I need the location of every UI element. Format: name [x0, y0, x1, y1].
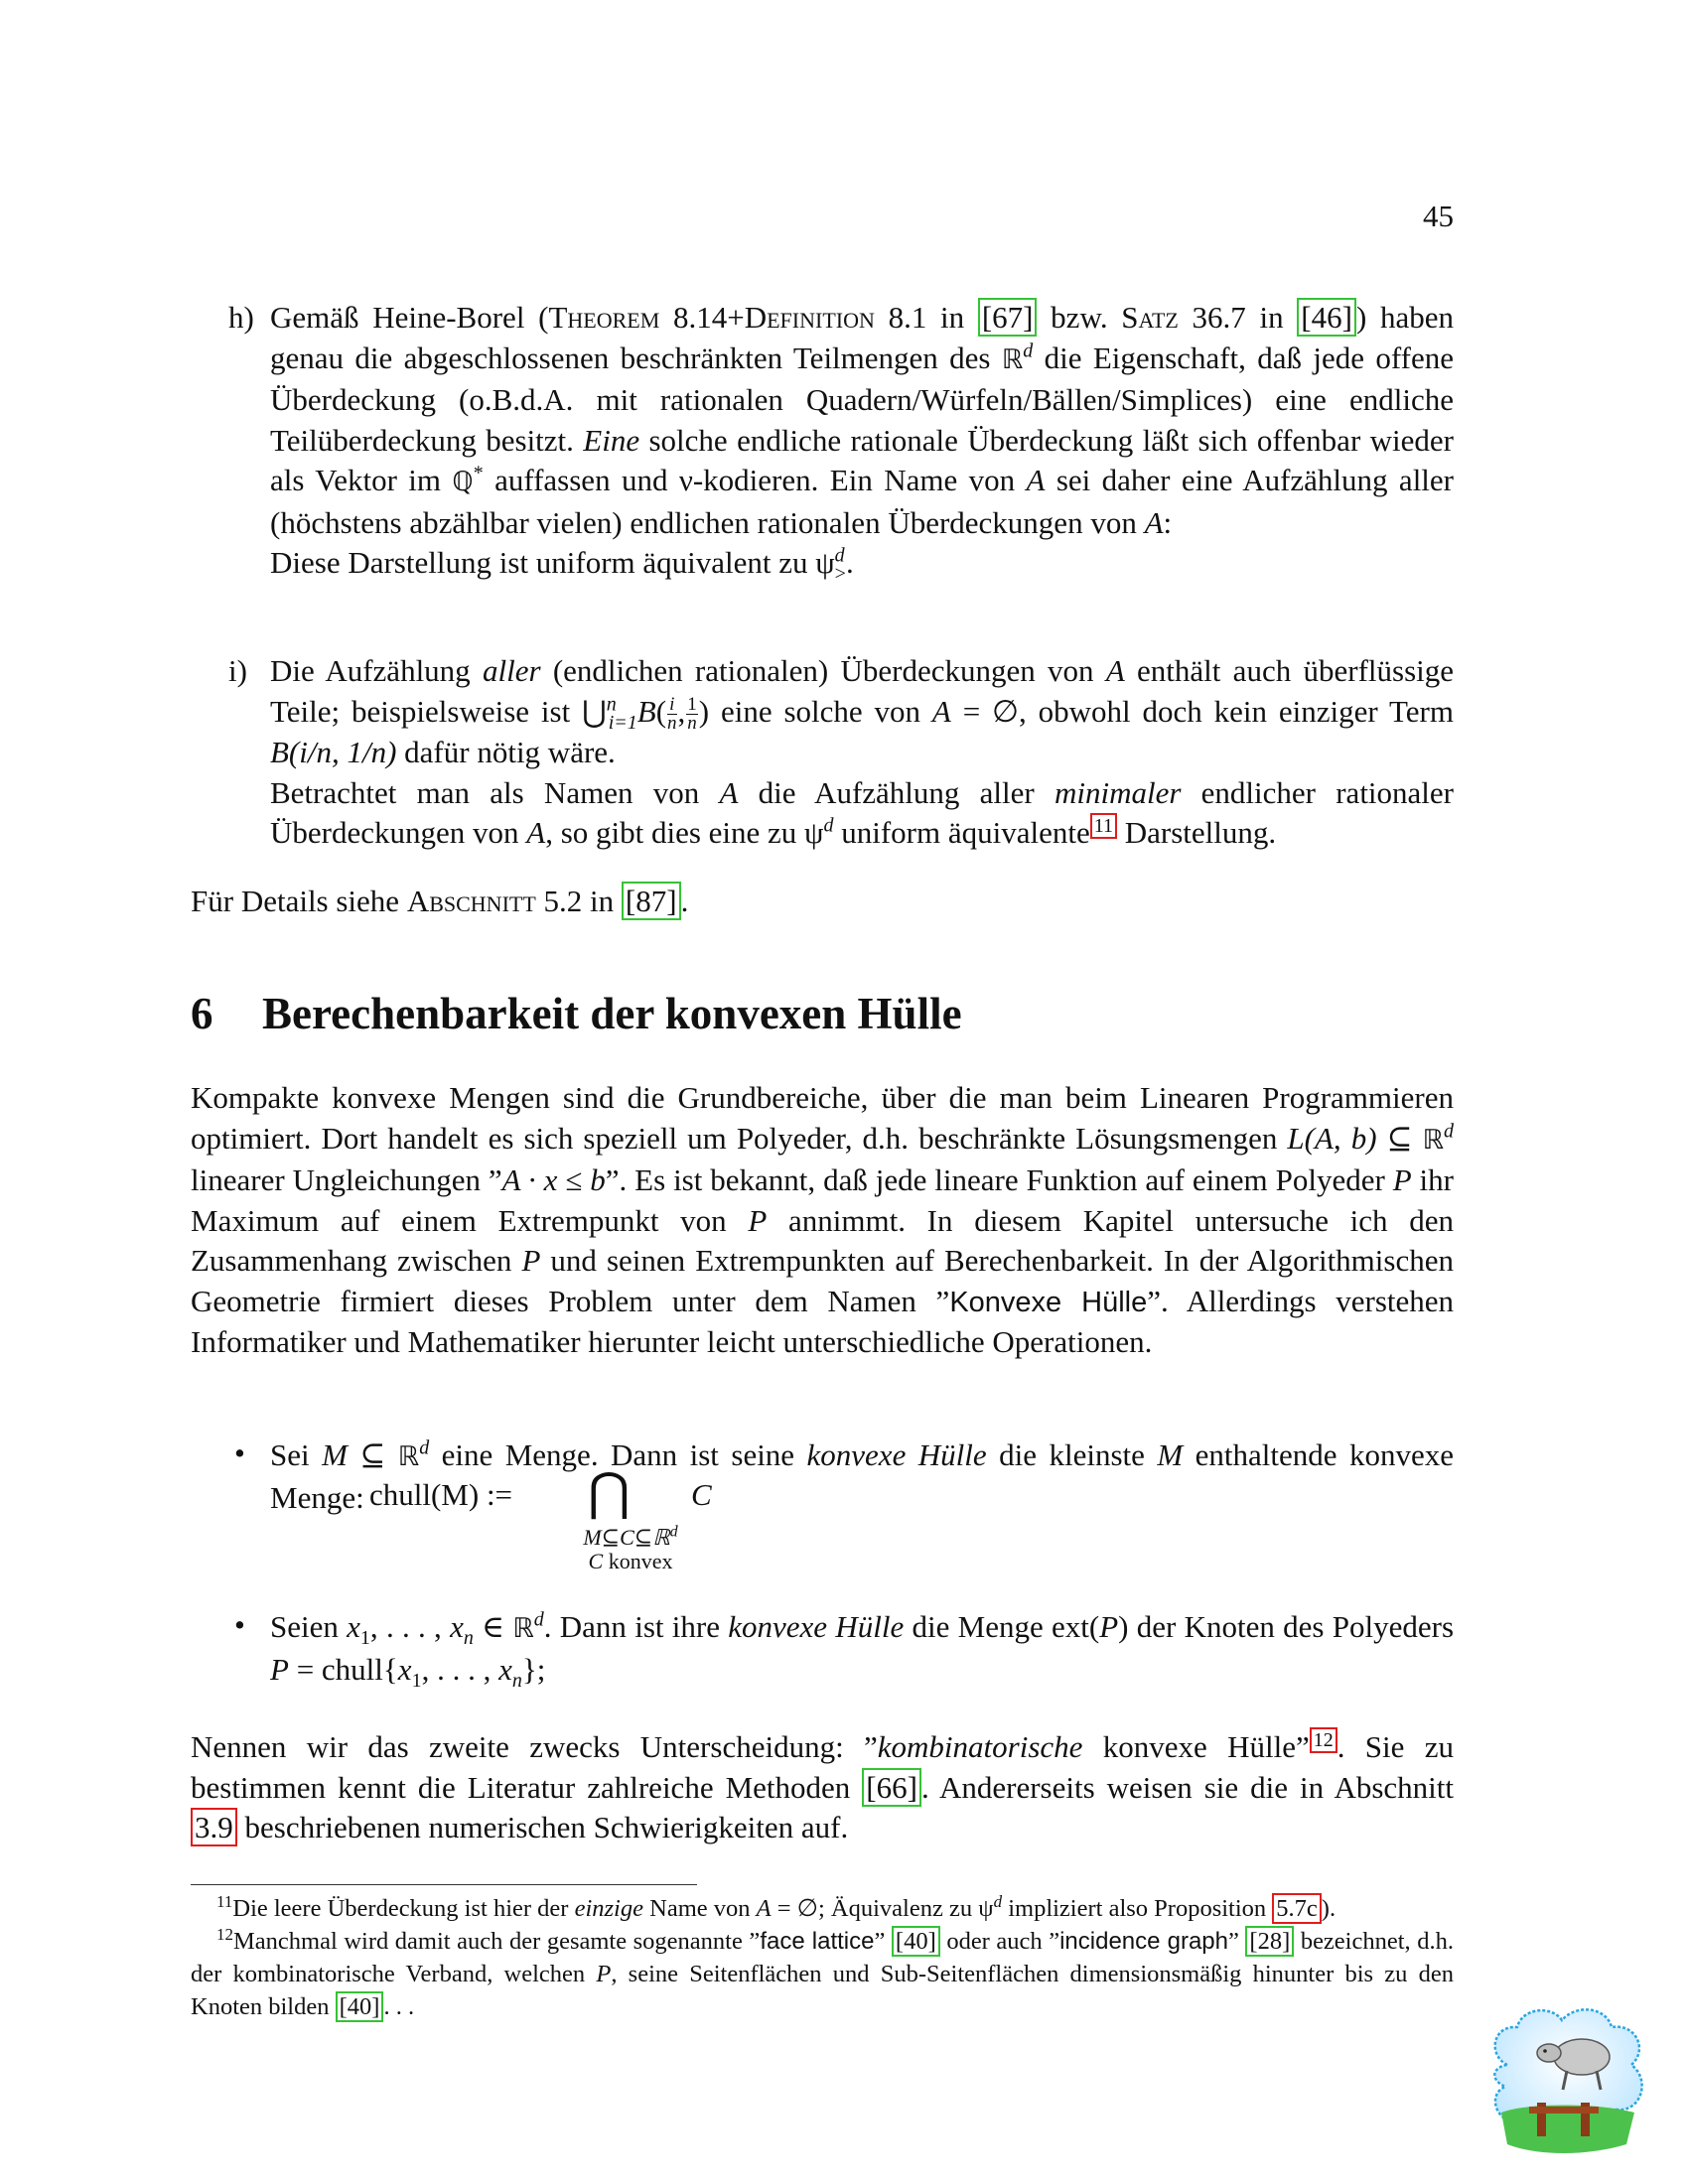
- bullet-item-2: Seien $x_1$, . . . , $x_n$ ∈ ℝ$^d$. Dann ist ihre konvexe Hülle die Menge ext(P) der Knoten des Polyeders $P = chull\{x_1$, . . . , $x_n$};: [270, 1608, 1455, 1692]
- paragraph-2: Nennen wir das zweite zwecks Unterscheidung: ”kombinatorische konvexe Hülle” $^{12}$ . Sie zu bestimmen kennt die Literatur zahlreiche Methoden [66] . Andererseits weisen sie die in Abschnitt 3.9 beschriebenen numerischen Schwierigkeiten auf.: [191, 1728, 1455, 1844]
- citation-link[interactable]: [40]: [336, 1991, 384, 2022]
- footnote-ref[interactable]: 11: [1090, 813, 1117, 839]
- bullet-mark: •: [234, 1607, 245, 1642]
- section-title: Berechenbarkeit der konvexen Hülle: [262, 989, 962, 1038]
- section-number: 6: [191, 989, 213, 1038]
- citation-link[interactable]: [67]: [978, 298, 1038, 337]
- citation-link[interactable]: [28]: [1245, 1926, 1294, 1957]
- footnote-ref[interactable]: 12: [1310, 1727, 1337, 1753]
- chull-definition: chull(M) :=: [369, 1477, 513, 1512]
- details-line: Für Details siehe Abschnitt 5.2 in [87] .: [191, 884, 689, 918]
- section-heading: [191, 988, 962, 1039]
- item-text: Die Aufzählung aller (endlichen rationalen) Überdeckungen von A enthält auch überflüssige Teile; beispielsweise ist ⋃$^n_{i=1}$B( $\frac{i}{n}$ , $\frac{1}{n}$ ) eine solche von A = ∅, obwohl doch kein einziger Term B(i/n, 1/n) dafür nötig wäre. Betrachtet man als Namen von A die Aufzählung aller minimaler endlicher rationaler Überdeckungen von A, so gibt dies eine zu $\psi^d$ uniform äquivalente $^{11}$ Darstellung.: [270, 653, 1455, 850]
- citation-link[interactable]: [46]: [1297, 298, 1356, 337]
- bigcap-underscript: M⊆C⊆ℝ$^d$ C konvex: [583, 1523, 678, 1573]
- footnote-12: $^{12}$Manchmal wird damit auch der gesamte sogenannte ”face lattice” [40] oder auch ”incidence graph” [28] bezeichnet, d.h. der kombinatorische Verband, welchen P, seine Seitenflächen und Sub-Seitenflächen dimensionsmäßig hinunter bis zu den Knoten bilden [40] . . .: [191, 1924, 1454, 2020]
- sheep-cloud-logo-icon: [1477, 1995, 1656, 2174]
- citation-link[interactable]: [40]: [892, 1926, 940, 1957]
- citation-link[interactable]: [87]: [622, 882, 681, 920]
- footnote-11: $^{11}$Die leere Überdeckung ist hier der einzige Name von A = ∅; Äquivalenz zu $\psi^d$ impliziert also Proposition 5.7c ).: [216, 1891, 1336, 1922]
- page-number: 45: [1423, 199, 1454, 233]
- footnote-rule: [191, 1884, 697, 1885]
- citation-link[interactable]: [66]: [862, 1768, 921, 1807]
- bigcap-symbol: ⋂: [588, 1464, 631, 1521]
- paragraph-1: Kompakte konvexe Mengen sind die Grundbereiche, über die man beim Linearen Programmieren optimiert. Dort handelt es sich speziell um Polyeder, d.h. beschränkte Lösungsmengen L(A, b) ⊆ ℝ$^d$ linearer Ungleichungen ”A · x ≤ b”. Es ist bekannt, daß jede lineare Funktion auf einem Polyeder P ihr Maximum auf einem Extrempunkt von P annimmt. In diesem Kapitel untersuche ich den Zusammenhang zwischen P und seinen Extrempunkten auf Berechenbarkeit. In der Algorithmischen Geometrie firmiert dieses Problem unter dem Namen ”Konvexe Hülle”. Allerdings verstehen Informatiker und Mathematiker hierunter leicht unterschiedliche Operationen.: [191, 1080, 1455, 1359]
- item-label: h): [228, 300, 254, 335]
- bullet-item-1: Sei M ⊆ ℝ$^d$ eine Menge. Dann ist seine konvexe Hülle die kleinste M enthaltende konvexe Menge:: [270, 1436, 1454, 1515]
- item-text: Gemäß Heine-Borel (Theorem 8.14+Definition 8.1 in [67] bzw. Satz 36.7 in [46] ) haben genau die abgeschlossenen beschränkten Teilmengen des ℝ$^d$ die Eigenschaft, daß jede offene Überdeckung (o.B.d.A. mit rationalen Quadern/Würfeln/Bällen/Simplices) eine endliche Teilüberdeckung besitzt. Eine solche endliche rationale Überdeckung läßt sich offenbar wieder als Vektor im ℚ* auffassen und ν-kodieren. Ein Name von A sei daher eine Aufzählung aller (höchstens abzählbar vielen) endlichen rationalen Überdeckungen von A: Diese Darstellung ist uniform äquivalent zu $\psi^d_>$.: [270, 300, 1455, 586]
- section-ref-link[interactable]: 3.9: [191, 1808, 237, 1846]
- chull-set-C: C: [691, 1477, 712, 1512]
- bullet-mark: •: [234, 1435, 245, 1470]
- item-label: i): [228, 653, 247, 688]
- proposition-ref-link[interactable]: 5.7c: [1272, 1893, 1322, 1924]
